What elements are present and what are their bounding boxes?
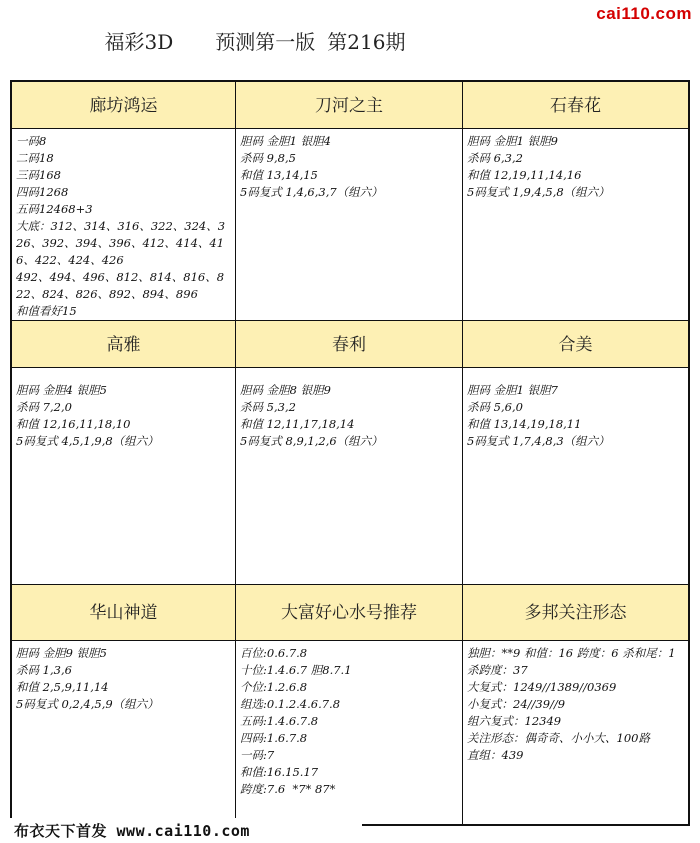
prediction-line: 5码复式 1,7,4,8,3（组六）	[467, 434, 610, 448]
site-watermark: cai110.com	[596, 4, 692, 23]
prediction-line: 三码168	[16, 168, 61, 182]
prediction-line: 5码复式 1,4,6,3,7（组六）	[240, 185, 383, 199]
prediction-line: 和值 2,5,9,11,14	[16, 680, 109, 694]
expert-predictions-1	[12, 129, 236, 321]
expert-predictions-7	[12, 641, 236, 824]
expert-name-1: 廊坊鸿运	[12, 82, 236, 129]
expert-name-4: 高雅	[12, 321, 236, 368]
prediction-line: 五码:1.4.6.7.8	[240, 714, 319, 728]
prediction-line: 大复式：1249//1389//0369	[467, 680, 617, 694]
prediction-line: 5码复式 0,2,4,5,9（组六）	[16, 697, 159, 711]
prediction-line: 组六复式：12349	[467, 714, 562, 728]
prediction-line: 一码:7	[240, 748, 275, 762]
prediction-line: 杀码 5,3,2	[240, 400, 296, 414]
prediction-line: 四码:1.6.7.8	[240, 731, 308, 745]
prediction-line: 492、494、496、812、814、816、822、824、826、892、894、896	[16, 270, 225, 301]
issue-number: 第216期	[327, 29, 406, 54]
expert-name-3: 石春花	[463, 82, 688, 129]
prediction-line: 二码18	[16, 151, 54, 165]
expert-name-2: 刀河之主	[236, 82, 463, 129]
prediction-line: 5码复式 8,9,1,2,6（组六）	[240, 434, 383, 448]
expert-name-8: 大富好心水号推荐	[236, 585, 463, 641]
expert-predictions-6	[463, 368, 688, 585]
prediction-line: 杀码 1,3,6	[16, 663, 72, 677]
expert-name-9: 多邦关注形态	[463, 585, 688, 641]
prediction-line: 五码12468+3	[16, 202, 93, 216]
prediction-line: 杀码 7,2,0	[16, 400, 72, 414]
prediction-line: 组选:0.1.2.4.6.7.8	[240, 697, 341, 711]
expert-name-5: 春利	[236, 321, 463, 368]
expert-predictions-3	[463, 129, 688, 321]
prediction-table	[10, 80, 690, 826]
prediction-line: 杀码 6,3,2	[467, 151, 523, 165]
expert-predictions-8	[236, 641, 463, 824]
prediction-line: 关注形态：偶奇奇、小小大、100路	[467, 731, 650, 745]
prediction-line: 5码复式 4,5,1,9,8（组六）	[16, 434, 159, 448]
prediction-line: 小复式：24//39//9	[467, 697, 566, 711]
prediction-line: 直组：439	[467, 748, 524, 762]
expert-predictions-2	[236, 129, 463, 321]
page-title	[10, 8, 500, 72]
prediction-line: 十位:1.4.6.7 胆8.7.1	[240, 663, 352, 677]
prediction-line: 和值 12,16,11,18,10	[16, 417, 131, 431]
prediction-line: 胆码 金胆1 银胆7	[467, 383, 558, 397]
prediction-line: 杀码 5,6,0	[467, 400, 523, 414]
prediction-line: 和值 13,14,19,18,11	[467, 417, 582, 431]
prediction-line: 胆码 金胆4 银胆5	[16, 383, 107, 397]
expert-name-6: 合美	[463, 321, 688, 368]
prediction-line: 和值 12,11,17,18,14	[240, 417, 355, 431]
expert-predictions-5	[236, 368, 463, 585]
prediction-line: 四码1268	[16, 185, 69, 199]
prediction-line: 独胆：**9 和值：16 跨度：6 杀和尾：1 杀跨度：37	[467, 646, 680, 677]
prediction-line: 和值看好15	[16, 304, 77, 318]
expert-predictions-9	[463, 641, 688, 824]
edition-label: 预测第一版	[215, 29, 316, 54]
prediction-line: 胆码 金胆8 银胆9	[240, 383, 331, 397]
prediction-line: 和值 13,14,15	[240, 168, 318, 182]
prediction-line: 和值:16.15.17	[240, 765, 319, 779]
lottery-name: 福彩3D	[104, 29, 174, 54]
expert-name-7: 华山神道	[12, 585, 236, 641]
prediction-line: 百位:0.6.7.8	[240, 646, 308, 660]
prediction-line: 胆码 金胆1 银胆9	[467, 134, 558, 148]
prediction-line: 个位:1.2.6.8	[240, 680, 308, 694]
prediction-line: 和值 12,19,11,14,16	[467, 168, 582, 182]
prediction-line: 胆码 金胆1 银胆4	[240, 134, 331, 148]
prediction-line: 胆码 金胆9 银胆5	[16, 646, 107, 660]
expert-predictions-4	[12, 368, 236, 585]
footer-credit: 布衣天下首发 www.cai110.com	[0, 818, 362, 843]
prediction-line: 杀码 9,8,5	[240, 151, 296, 165]
prediction-line: 5码复式 1,9,4,5,8（组六）	[467, 185, 610, 199]
prediction-line: 跨度:7.6 *7* 87*	[240, 782, 336, 796]
prediction-line: 一码8	[16, 134, 47, 148]
prediction-line: 大底：312、314、316、322、324、326、392、394、396、412、414、416、422、424、426	[16, 219, 226, 267]
